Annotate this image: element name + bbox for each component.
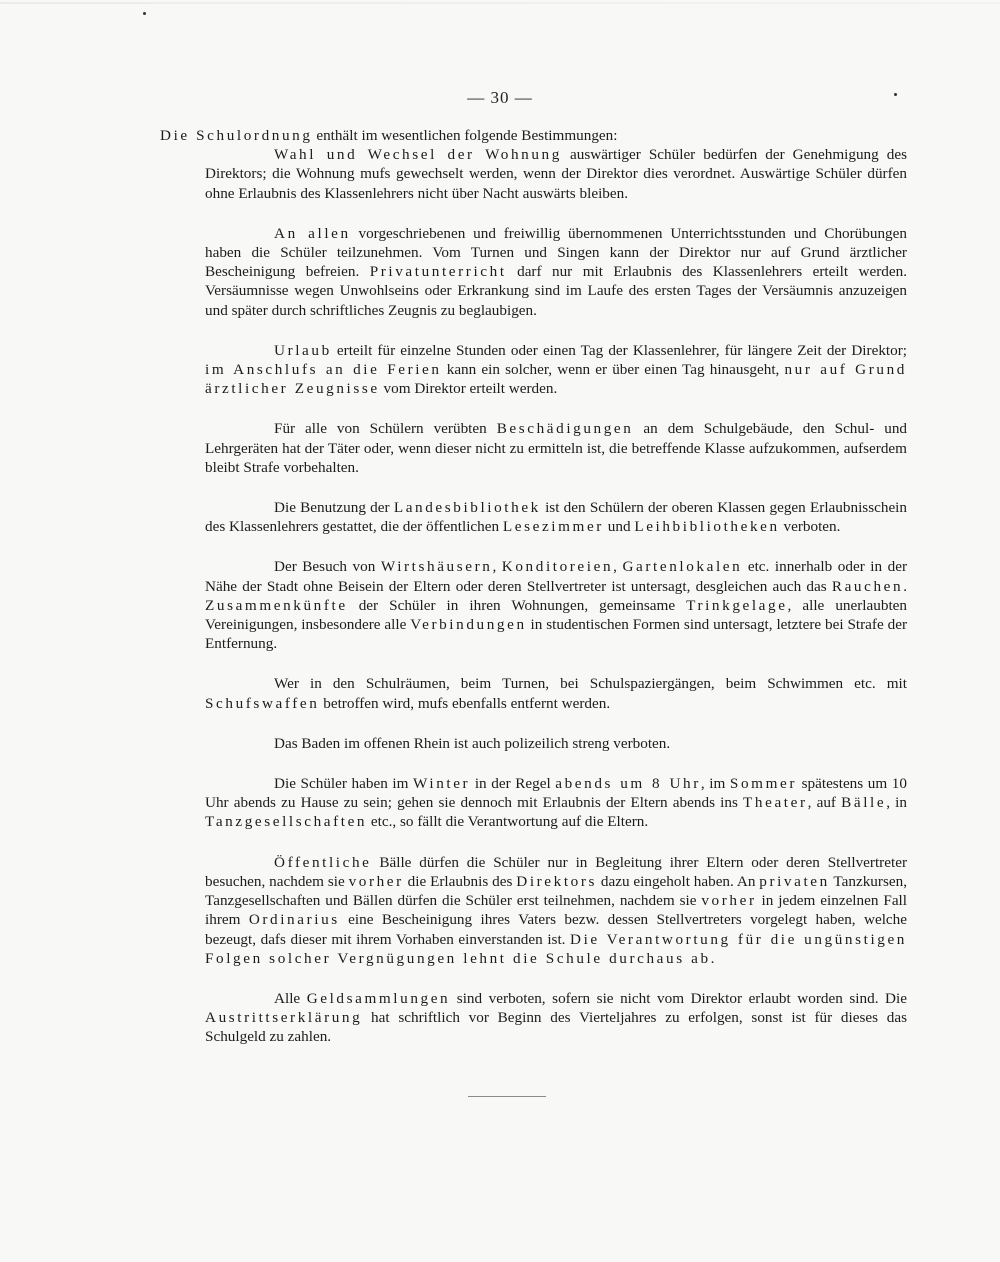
- text-run: eine Bescheinigung ihres Vaters bezw. dessen Stellvertreters vorgelegt haben, welche bezeugt, dafs dieser mit ihrem Vorhaben einverstanden ist.: [205, 911, 907, 948]
- paragraph: [205, 853, 907, 968]
- scan-edge: [0, 2, 1000, 4]
- spaced-emphasis: Wirtshäusern: [380, 558, 493, 576]
- scan-speck: [143, 12, 146, 15]
- text-run: verboten.: [779, 518, 841, 536]
- spaced-emphasis: Konditoreien: [501, 558, 614, 576]
- text-run: Bälle dürfen die Schüler nur in Begleitung ihrer Eltern oder deren Stellvertreter besuchen, nachdem sie: [205, 853, 907, 890]
- paragraph: [205, 989, 907, 1047]
- spaced-emphasis: Trinkgelage: [686, 596, 788, 614]
- spaced-emphasis: vorher: [348, 872, 404, 890]
- spaced-emphasis: Privatunterricht: [369, 263, 507, 281]
- spaced-emphasis: vorher: [701, 892, 757, 910]
- intro-line: [160, 126, 907, 145]
- text-run: ist den Schülern der oberen Klassen gegen Erlaubnisschein des Klassenlehrers gestattet, die der öffentlichen: [205, 499, 907, 536]
- text-run: kann ein solcher, wenn er über einen Tag hinausgeht,: [441, 361, 785, 379]
- text-run: Die Benutzung der: [274, 499, 394, 517]
- text-run: Die Schüler haben im: [274, 775, 414, 793]
- intro-rest: enthält im wesentlichen folgende Bestimmungen:: [312, 127, 618, 144]
- spaced-emphasis: Leihbibliotheken: [634, 518, 780, 536]
- text-run: Alle: [274, 989, 307, 1007]
- text-run: etc., so fällt die Verantwortung auf die Eltern.: [367, 813, 649, 831]
- text-run: Wer in den Schulräumen, beim Turnen, bei Schulspaziergängen, beim Schwimmen etc. mit: [274, 675, 907, 693]
- spaced-emphasis: Austrittserklärung: [205, 1009, 363, 1027]
- spaced-emphasis: privaten: [759, 872, 830, 890]
- text-run: Das Baden im offenen Rhein ist auch polizeilich streng verboten.: [274, 734, 671, 752]
- spaced-emphasis: Schufswaffen: [205, 694, 320, 712]
- spaced-emphasis: Wahl und Wechsel der Wohnung: [274, 146, 562, 164]
- text-run: vom Direktor erteilt werden.: [379, 380, 558, 398]
- intro-spaced: Die Schulordnung: [160, 127, 313, 144]
- text-run: an dem Schulgebäude, den Schul- und Lehrgeräten hat der Täter oder, wenn dieser nicht zu ermitteln ist, die betreffende Klasse aufzukommen, aufserdem bleibt Strafe vorbehalten.: [205, 420, 908, 476]
- paragraph: [205, 341, 907, 399]
- text-run: in der Regel: [470, 775, 556, 793]
- text-run: sind verboten, sofern sie nicht vom Direktor erlaubt worden sind. Die: [450, 989, 907, 1007]
- text-run: hat schriftlich vor Beginn des Vierteljahres zu erfolgen, sonst ist für dieses das Schulgeld zu zahlen.: [205, 1009, 907, 1046]
- text-run: Für alle von Schülern verübten: [274, 420, 497, 438]
- spaced-emphasis: Bälle: [841, 794, 887, 812]
- text-run: ,: [613, 558, 623, 576]
- closing-rule: [468, 1096, 546, 1097]
- paragraph: [205, 734, 907, 753]
- text-run: Der Besuch von: [274, 558, 381, 576]
- text-run: , im: [700, 775, 730, 793]
- text-run: in jedem einzelnen Fall ihrem: [205, 892, 907, 929]
- spaced-emphasis: Tanzgesellschaften: [205, 813, 368, 831]
- spaced-emphasis: Die Verantwortung für die ungünstigen Folgen solcher Vergnügungen lehnt die Schule durchaus ab.: [205, 930, 907, 967]
- text-run: , auf: [807, 794, 842, 812]
- spaced-emphasis: Direktors: [516, 872, 598, 890]
- text-run: auswärtiger Schüler bedürfen der Genehmigung des Direktors; die Wohnung mufs gewechselt werden, wenn der Direktor dies verordnet. Auswärtige Schüler dürfen ohne Erlaubnis des Klassenlehrers nicht über Nacht auswärts bleiben.: [205, 146, 908, 202]
- text-run: .: [903, 577, 907, 595]
- spaced-emphasis: Winter: [413, 775, 471, 793]
- spaced-emphasis: Gartenlokalen: [622, 558, 743, 576]
- spaced-emphasis: Öffentliche: [274, 853, 372, 871]
- text-run: erteilt für einzelne Stunden oder einen Tag der Klassenlehrer, für längere Zeit der Direktor;: [331, 341, 907, 359]
- paragraph: [205, 145, 907, 203]
- spaced-emphasis: abends um 8 Uhr: [555, 775, 701, 793]
- text-run: , alle unerlaubten Vereinigungen, insbesondere alle: [205, 596, 908, 634]
- spaced-emphasis: Theater: [743, 794, 808, 812]
- text-run: dazu eingeholt haben. An: [597, 872, 760, 890]
- spaced-emphasis: An allen: [274, 224, 351, 242]
- spaced-emphasis: Verbindungen: [410, 616, 527, 634]
- paragraph: [205, 557, 907, 653]
- paragraph-list: [205, 145, 907, 1046]
- text-run: und: [603, 518, 635, 536]
- spaced-emphasis: Sommer: [729, 775, 797, 793]
- text-run: der Schüler in ihren Wohnungen, gemeinsame: [347, 596, 687, 614]
- text-run: spätestens um 10 Uhr abends zu Hause zu sein; gehen sie dennoch mit Erlaubnis der Eltern abends ins: [205, 775, 907, 812]
- paragraph: [205, 498, 907, 536]
- spaced-emphasis: Rauchen: [831, 577, 904, 595]
- text-run: , in: [886, 794, 907, 812]
- text-run: die Erlaubnis des: [403, 872, 517, 890]
- paragraph: [205, 419, 907, 477]
- spaced-emphasis: Lesezimmer: [502, 518, 604, 536]
- spaced-emphasis: Zusammenkünfte: [205, 596, 348, 614]
- spaced-emphasis: Landesbibliothek: [393, 499, 541, 517]
- text-run: darf nur mit Erlaubnis des Klassenlehrers erteilt werden. Versäumnisse wegen Unwohlseins oder Erkrankung sind im Laufe des ersten Tages der Versäumnis anzuzeigen und später durch schriftliches Zeugnis zu beglaubigen.: [205, 263, 907, 319]
- spaced-emphasis: Ordinarius: [248, 911, 340, 929]
- paragraph: [205, 774, 907, 832]
- text-run: in studentischen Formen sind untersagt, letztere bei Strafe der Entfernung.: [205, 616, 908, 653]
- spaced-emphasis: im Anschlufs an die Ferien: [205, 361, 442, 379]
- text-run: ,: [492, 558, 502, 576]
- spaced-emphasis: nur auf Grund ärztlicher Zeugnisse: [205, 361, 907, 398]
- spaced-emphasis: Beschädigungen: [496, 420, 634, 438]
- paragraph: [205, 224, 907, 320]
- spaced-emphasis: Urlaub: [274, 341, 332, 359]
- paragraph: [205, 674, 907, 712]
- spaced-emphasis: Geldsammlungen: [306, 989, 451, 1007]
- text-run: betroffen wird, mufs ebenfalls entfernt werden.: [319, 694, 611, 712]
- text-run: vorgeschriebenen und freiwillig übernommenen Unterrichtsstunden und Chorübungen haben die Schüler teilzunehmen. Vom Turnen und Singen kann der Direktor nur auf Grund ärztlicher Bescheinigung befreien.: [205, 224, 907, 281]
- body-text: [160, 126, 908, 1068]
- page-number: — 30 —: [467, 88, 533, 107]
- text-run: etc. innerhalb oder in der Nähe der Stadt ohne Beisein der Eltern oder deren Stellvertreter ist untersagt, desgleichen auch das: [205, 558, 908, 595]
- text-run: Tanzkursen, Tanzgesellschaften und Bällen dürfen die Schüler erst teilnehmen, nachdem sie: [205, 872, 907, 910]
